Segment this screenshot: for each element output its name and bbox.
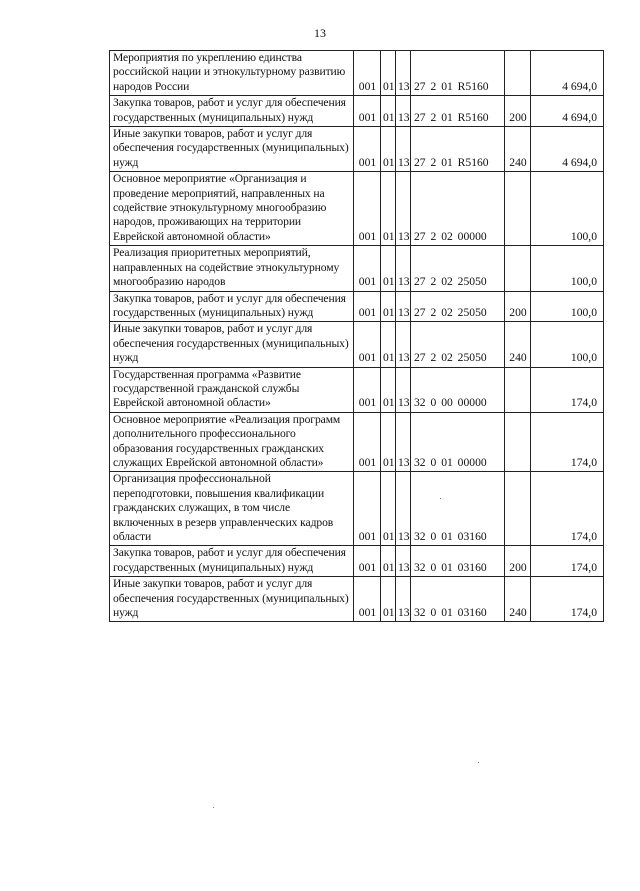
amount: 100,0 (531, 322, 604, 367)
target-article-code: 27 2 01 R5160 (411, 127, 505, 172)
section-code: 01 (381, 577, 396, 622)
subsection-code: 13 (396, 367, 411, 412)
subsection-code: 13 (396, 51, 411, 96)
row-name: Государственная программа «Развитие государственной гражданской службы Еврейской автономной области» (110, 367, 354, 412)
budget-table (109, 50, 604, 622)
ministry-code: 001 (354, 172, 381, 246)
row-name: Основное мероприятие «Организация и проведение мероприятий, направленных на содействие этнокультурному многообразию народов, проживающих на территории Еврейской автономной области» (110, 172, 354, 246)
ministry-code: 001 (354, 246, 381, 291)
table-row (110, 472, 604, 546)
table-row (110, 127, 604, 172)
row-name: Закупка товаров, работ и услуг для обеспечения государственных (муниципальных) нужд (110, 96, 354, 127)
row-name: Организация профессиональной переподготовки, повышения квалификации гражданских служащих, в том числе включенных в резерв управленческих кадров области (110, 472, 354, 546)
subsection-code: 13 (396, 322, 411, 367)
section-code: 01 (381, 127, 396, 172)
scan-speck (440, 498, 441, 499)
table-row (110, 246, 604, 291)
section-code: 01 (381, 246, 396, 291)
table-row (110, 96, 604, 127)
ministry-code: 001 (354, 412, 381, 472)
subsection-code: 13 (396, 172, 411, 246)
table-row (110, 172, 604, 246)
ministry-code: 001 (354, 51, 381, 96)
row-name: Реализация приоритетных мероприятий, направленных на содействие этнокультурному многообразию народов (110, 246, 354, 291)
target-article-code: 27 2 02 25050 (411, 246, 505, 291)
target-article-code: 32 0 01 00000 (411, 412, 505, 472)
expense-type-code (505, 472, 531, 546)
target-article-code: 32 0 01 03160 (411, 577, 505, 622)
target-article-code: 27 2 01 R5160 (411, 96, 505, 127)
subsection-code: 13 (396, 127, 411, 172)
section-code: 01 (381, 291, 396, 322)
subsection-code: 13 (396, 412, 411, 472)
expense-type-code: 200 (505, 96, 531, 127)
amount: 4 694,0 (531, 51, 604, 96)
target-article-code: 27 2 02 25050 (411, 291, 505, 322)
row-name: Основное мероприятие «Реализация программ дополнительного профессионального образования государственных гражданских служащих Еврейской автономной области» (110, 412, 354, 472)
section-code: 01 (381, 172, 396, 246)
amount: 100,0 (531, 246, 604, 291)
ministry-code: 001 (354, 322, 381, 367)
amount: 174,0 (531, 546, 604, 577)
amount: 100,0 (531, 291, 604, 322)
row-name: Закупка товаров, работ и услуг для обеспечения государственных (муниципальных) нужд (110, 291, 354, 322)
page-number: 13 (314, 26, 326, 40)
row-name: Закупка товаров, работ и услуг для обеспечения государственных (муниципальных) нужд (110, 546, 354, 577)
scan-speck (478, 762, 479, 763)
table-row (110, 412, 604, 472)
row-name: Иные закупки товаров, работ и услуг для обеспечения государственных (муниципальных) нужд (110, 322, 354, 367)
target-article-code: 27 2 02 00000 (411, 172, 505, 246)
target-article-code: 32 0 01 03160 (411, 472, 505, 546)
target-article-code: 27 2 02 25050 (411, 322, 505, 367)
amount: 100,0 (531, 172, 604, 246)
table-row (110, 291, 604, 322)
scan-speck (213, 807, 214, 808)
subsection-code: 13 (396, 291, 411, 322)
expense-type-code (505, 246, 531, 291)
subsection-code: 13 (396, 246, 411, 291)
expense-type-code (505, 412, 531, 472)
table-row (110, 322, 604, 367)
target-article-code: 32 0 00 00000 (411, 367, 505, 412)
section-code: 01 (381, 96, 396, 127)
ministry-code: 001 (354, 546, 381, 577)
section-code: 01 (381, 322, 396, 367)
table-row (110, 367, 604, 412)
section-code: 01 (381, 51, 396, 96)
subsection-code: 13 (396, 472, 411, 546)
section-code: 01 (381, 412, 396, 472)
expense-type-code: 240 (505, 127, 531, 172)
ministry-code: 001 (354, 96, 381, 127)
expense-type-code (505, 51, 531, 96)
amount: 4 694,0 (531, 96, 604, 127)
subsection-code: 13 (396, 96, 411, 127)
table-row (110, 546, 604, 577)
ministry-code: 001 (354, 127, 381, 172)
expense-type-code: 240 (505, 577, 531, 622)
row-name: Иные закупки товаров, работ и услуг для обеспечения государственных (муниципальных) нужд (110, 127, 354, 172)
subsection-code: 13 (396, 546, 411, 577)
amount: 4 694,0 (531, 127, 604, 172)
ministry-code: 001 (354, 367, 381, 412)
section-code: 01 (381, 546, 396, 577)
amount: 174,0 (531, 472, 604, 546)
target-article-code: 32 0 01 03160 (411, 546, 505, 577)
expense-type-code: 200 (505, 291, 531, 322)
row-name: Мероприятия по укреплению единства российской нации и этнокультурному развитию народов России (110, 51, 354, 96)
target-article-code: 27 2 01 R5160 (411, 51, 505, 96)
section-code: 01 (381, 367, 396, 412)
table-row (110, 577, 604, 622)
expense-type-code: 240 (505, 322, 531, 367)
amount: 174,0 (531, 367, 604, 412)
expense-type-code (505, 367, 531, 412)
section-code: 01 (381, 472, 396, 546)
expense-type-code (505, 172, 531, 246)
amount: 174,0 (531, 577, 604, 622)
ministry-code: 001 (354, 291, 381, 322)
table-row (110, 51, 604, 96)
amount: 174,0 (531, 412, 604, 472)
ministry-code: 001 (354, 577, 381, 622)
ministry-code: 001 (354, 472, 381, 546)
row-name: Иные закупки товаров, работ и услуг для обеспечения государственных (муниципальных) нужд (110, 577, 354, 622)
subsection-code: 13 (396, 577, 411, 622)
expense-type-code: 200 (505, 546, 531, 577)
